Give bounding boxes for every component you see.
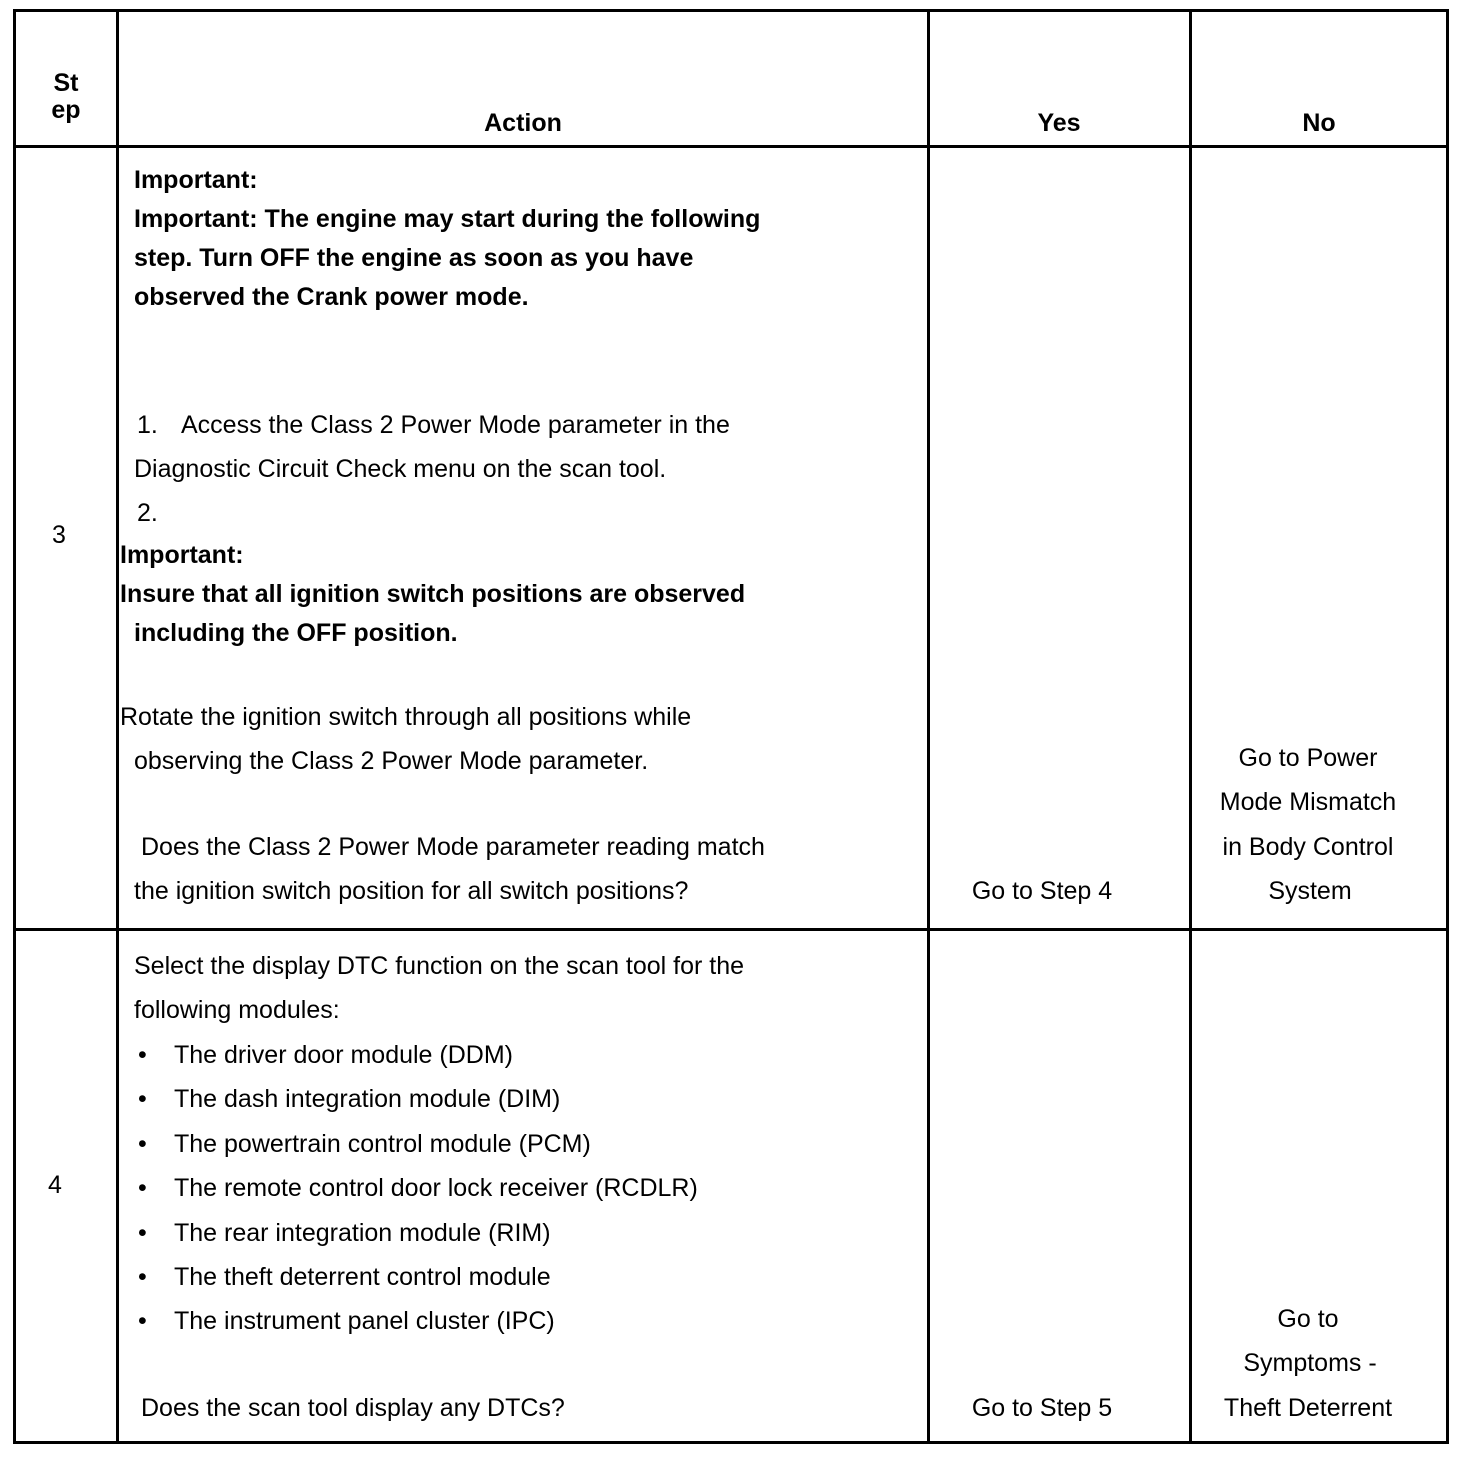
header-step-line2: ep xyxy=(51,96,81,124)
bullet-icon: • xyxy=(138,1263,147,1291)
no-result-line: Mode Mismatch xyxy=(1219,788,1397,816)
action-text-line: observing the Class 2 Power Mode parameter. xyxy=(134,747,649,775)
no-result-line: Go to Power xyxy=(1238,744,1378,772)
list-item-number: 2. xyxy=(137,499,158,527)
question-line: Does the scan tool display any DTCs? xyxy=(141,1394,565,1422)
module-item: The powertrain control module (PCM) xyxy=(174,1130,591,1158)
bullet-icon: • xyxy=(138,1307,147,1335)
action-text-line: Rotate the ignition switch through all positions while xyxy=(120,703,692,731)
column-divider xyxy=(927,12,930,1441)
no-result-line: Symptoms - xyxy=(1243,1349,1377,1377)
important-note-line: observed the Crank power mode. xyxy=(134,283,529,311)
header-no: No xyxy=(1302,109,1336,137)
header-yes: Yes xyxy=(1037,109,1081,137)
column-divider xyxy=(116,12,119,1441)
bullet-icon: • xyxy=(138,1174,147,1202)
yes-result: Go to Step 4 xyxy=(971,877,1113,905)
bullet-icon: • xyxy=(138,1130,147,1158)
no-result-line: Go to xyxy=(1277,1305,1339,1333)
list-item-text: Diagnostic Circuit Check menu on the scan tool. xyxy=(134,455,667,483)
important-note-line: Important: The engine may start during the following xyxy=(134,205,761,233)
important-label: Important: xyxy=(120,541,244,569)
module-item: The driver door module (DDM) xyxy=(174,1041,513,1069)
question-line: the ignition switch position for all switch positions? xyxy=(134,877,689,905)
module-item: The theft deterrent control module xyxy=(174,1263,551,1291)
module-item: The rear integration module (RIM) xyxy=(174,1219,551,1247)
yes-result: Go to Step 5 xyxy=(971,1394,1113,1422)
module-item: The instrument panel cluster (IPC) xyxy=(174,1307,555,1335)
header-step xyxy=(16,70,116,124)
bullet-icon: • xyxy=(138,1041,147,1069)
no-result-line: in Body Control xyxy=(1222,833,1394,861)
important-note-line: step. Turn OFF the engine as soon as you have xyxy=(134,244,694,272)
important-note-line: including the OFF position. xyxy=(134,619,458,647)
column-divider xyxy=(1189,12,1192,1441)
row-divider xyxy=(16,145,1446,148)
list-item-text: Access the Class 2 Power Mode parameter in the xyxy=(181,411,730,439)
question-line: Does the Class 2 Power Mode parameter reading match xyxy=(141,833,765,861)
header-step-line1: St xyxy=(53,69,79,97)
module-item: The remote control door lock receiver (RCDLR) xyxy=(174,1174,698,1202)
bullet-icon: • xyxy=(138,1219,147,1247)
step-number: 3 xyxy=(52,521,66,549)
bullet-icon: • xyxy=(138,1085,147,1113)
header-action: Action xyxy=(484,109,562,137)
action-text-line: Select the display DTC function on the scan tool for the xyxy=(134,952,745,980)
no-result-line: System xyxy=(1268,877,1352,905)
action-text-line: following modules: xyxy=(134,996,340,1024)
row-divider xyxy=(16,928,1446,931)
list-item-number: 1. xyxy=(137,411,158,439)
step-number: 4 xyxy=(48,1171,62,1199)
no-result-line: Theft Deterrent xyxy=(1223,1394,1393,1422)
important-label: Important: xyxy=(134,166,258,194)
module-item: The dash integration module (DIM) xyxy=(174,1085,561,1113)
important-note-line: Insure that all ignition switch positions are observed xyxy=(120,580,746,608)
